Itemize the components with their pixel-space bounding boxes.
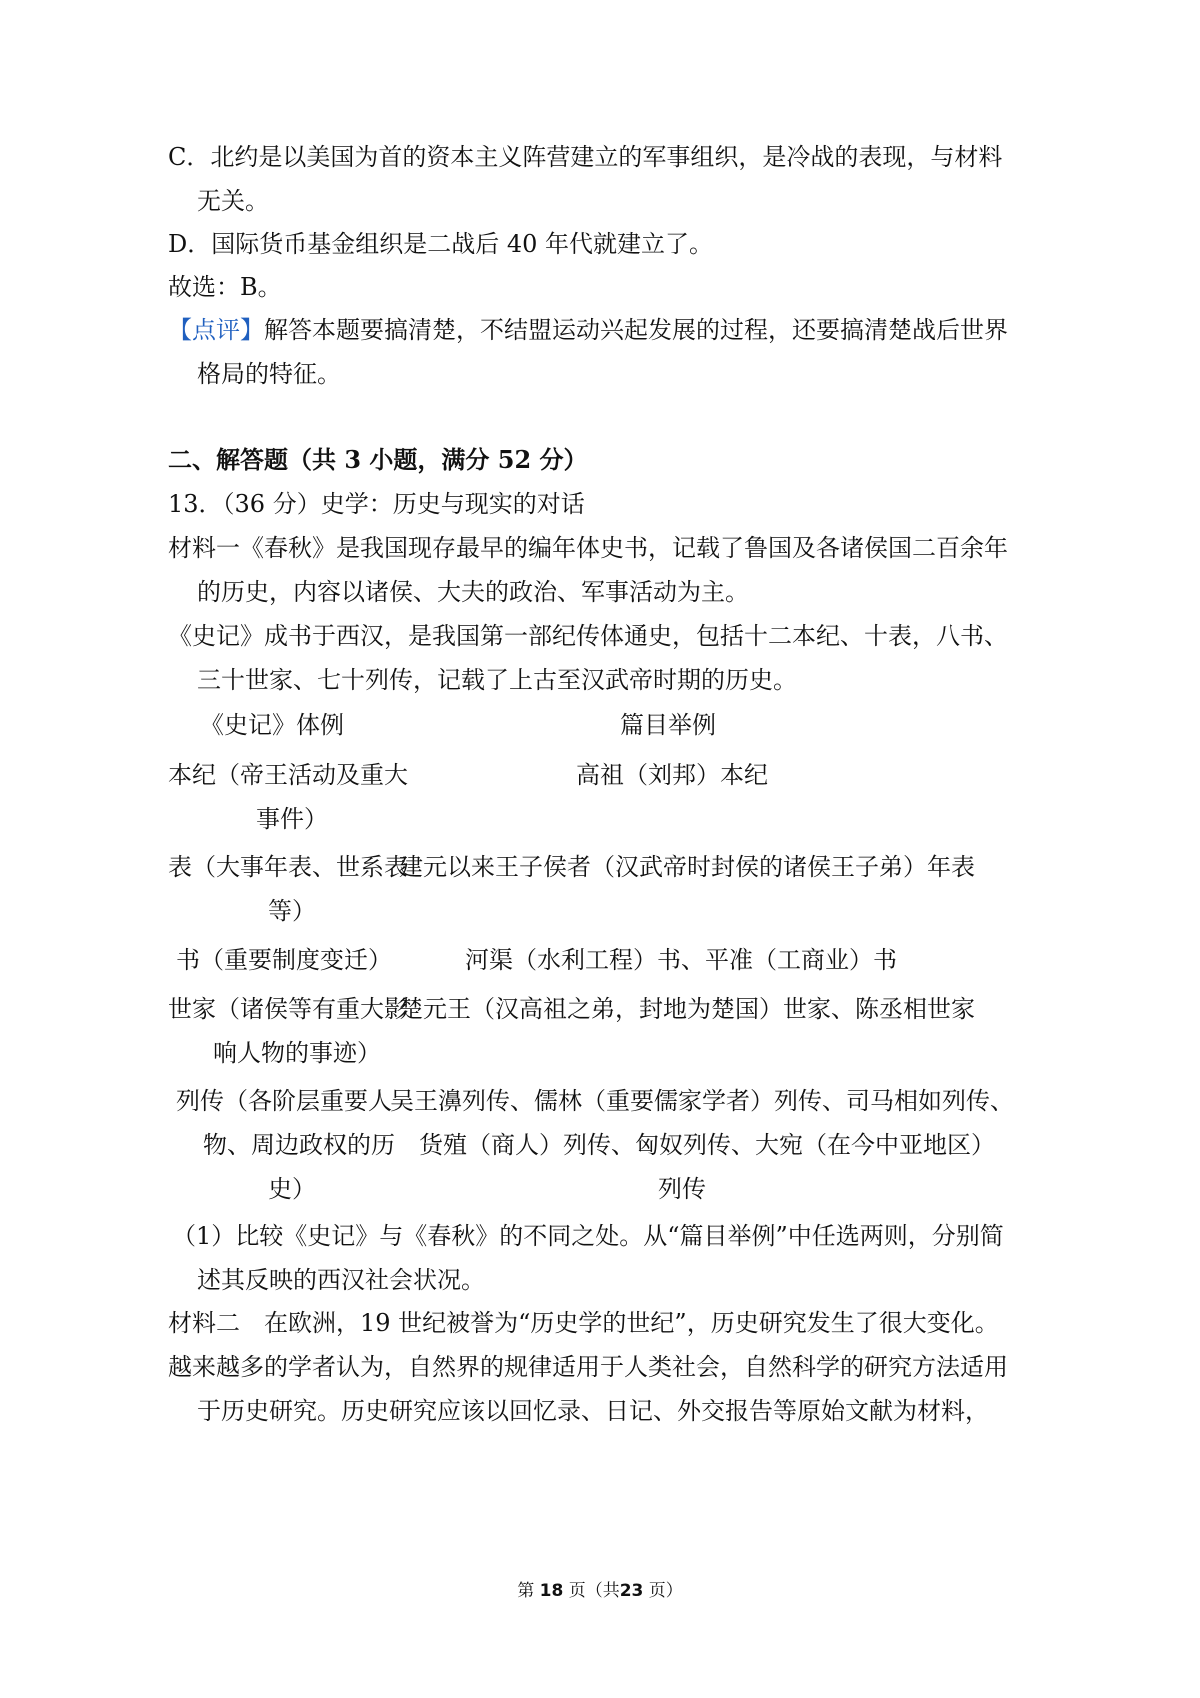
footer-total-pages: 23 bbox=[619, 1581, 644, 1601]
row-1-type-1: 本纪（帝王活动及重大 bbox=[168, 761, 408, 789]
row-2-type-1: 表（大事年表、世系表 bbox=[168, 853, 408, 881]
sub-question-1-line-1: （1）比较《史记》与《春秋》的不同之处。从“篇目举例”中任选两则，分别简 bbox=[172, 1222, 1004, 1250]
row-2-type-2: 等） bbox=[268, 897, 316, 925]
row-5-example-2: 货殖（商人）列传、匈奴列传、大宛（在今中亚地区） bbox=[419, 1131, 995, 1159]
option-c-line-2: 无关。 bbox=[197, 187, 269, 215]
row-5-type-2: 物、周边政权的历 bbox=[203, 1131, 395, 1159]
row-5-example-3: 列传 bbox=[658, 1175, 706, 1203]
shiji-line-1: 《史记》成书于西汉，是我国第一部纪传体通史，包括十二本纪、十表，八书、 bbox=[168, 622, 1008, 650]
question-13-title: 13．（36 分）史学：历史与现实的对话 bbox=[168, 490, 585, 518]
material-2-line-3: 于历史研究。历史研究应该以回忆录、日记、外交报告等原始文献为材料， bbox=[197, 1397, 989, 1425]
page-footer bbox=[0, 1580, 1200, 1602]
table-header-example: 篇目举例 bbox=[620, 711, 716, 739]
row-3-example: 河渠（水利工程）书、平准（工商业）书 bbox=[465, 946, 897, 974]
comment-label: 【点评】 bbox=[168, 316, 264, 344]
option-c-line-1: C．北约是以美国为首的资本主义阵营建立的军事组织，是冷战的表现，与材料 bbox=[168, 143, 1003, 171]
answer-line: 故选：B。 bbox=[168, 273, 282, 301]
row-3-type: 书（重要制度变迁） bbox=[176, 946, 392, 974]
row-1-example: 高祖（刘邦）本纪 bbox=[576, 761, 768, 789]
option-d-line: D．国际货币基金组织是二战后 40 年代就建立了。 bbox=[168, 230, 714, 258]
shiji-line-2: 三十世家、七十列传，记载了上古至汉武帝时期的历史。 bbox=[197, 666, 797, 694]
row-4-type-2: 响人物的事迹） bbox=[213, 1039, 381, 1067]
material-2-line-2: 越来越多的学者认为，自然界的规律适用于人类社会，自然科学的研究方法适用 bbox=[168, 1353, 1008, 1381]
material-1-line-1: 材料一《春秋》是我国现存最早的编年体史书，记载了鲁国及各诸侯国二百余年 bbox=[168, 534, 1008, 562]
section-title: 二、解答题（共 3 小题，满分 52 分） bbox=[168, 445, 588, 474]
footer-middle: 页（共 bbox=[568, 1581, 620, 1601]
row-2-example: 建元以来王子侯者（汉武帝时封侯的诸侯王子弟）年表 bbox=[399, 853, 975, 881]
row-5-example-1: 吴王濞列传、儒林（重要儒家学者）列传、司马相如列传、 bbox=[390, 1087, 1014, 1115]
comment-line-1 bbox=[168, 315, 1008, 345]
table-header-type: 《史记》体例 bbox=[200, 711, 344, 739]
material-1-line-2: 的历史，内容以诸侯、大夫的政治、军事活动为主。 bbox=[197, 578, 749, 606]
comment-line-2: 格局的特征。 bbox=[197, 360, 341, 388]
row-4-example: 楚元王（汉高祖之弟，封地为楚国）世家、陈丞相世家 bbox=[399, 995, 975, 1023]
sub-question-1-line-2: 述其反映的西汉社会状况。 bbox=[197, 1266, 485, 1294]
row-4-type-1: 世家（诸侯等有重大影 bbox=[168, 995, 408, 1023]
footer-suffix: 页） bbox=[648, 1581, 683, 1601]
row-5-type-3: 史） bbox=[268, 1175, 316, 1203]
comment-text-1: 解答本题要搞清楚，不结盟运动兴起发展的过程，还要搞清楚战后世界 bbox=[264, 316, 1008, 344]
footer-page-number: 18 bbox=[539, 1581, 564, 1601]
row-5-type-1: 列传（各阶层重要人 bbox=[176, 1087, 392, 1115]
footer-prefix: 第 bbox=[517, 1581, 535, 1601]
row-1-type-2: 事件） bbox=[256, 805, 328, 833]
material-2-line-1: 材料二 在欧洲，19 世纪被誉为“历史学的世纪”，历史研究发生了很大变化。 bbox=[168, 1309, 999, 1337]
